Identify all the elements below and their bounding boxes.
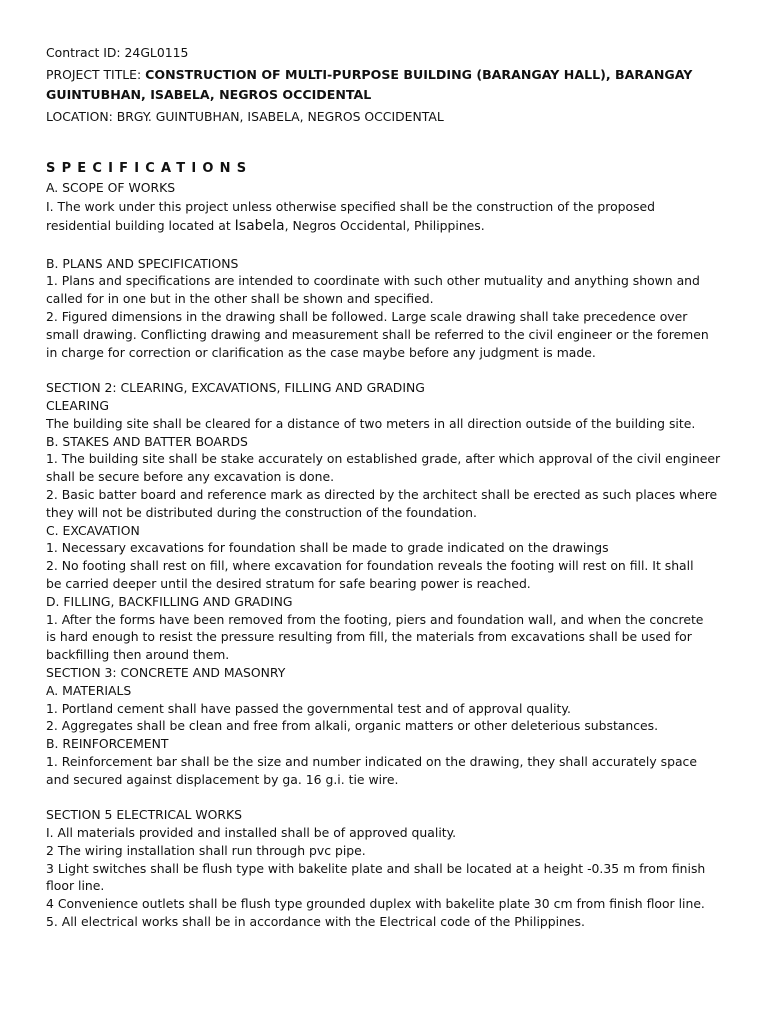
reinforcement-heading: B. REINFORCEMENT (46, 736, 169, 752)
section-2-line: 1. The building site shall be stake accurately on established grade, after which approval of the civil engineer (46, 451, 721, 467)
section-3-line: 2. Aggregates shall be clean and free from alkali, organic matters or other deleterious substances. (46, 718, 659, 734)
section-2-line: The building site shall be cleared for a distance of two meters in all direction outside of the building site. (46, 415, 696, 431)
section-5-line: 4 Convenience outlets shall be flush type grounded duplex with bakelite plate 30 cm from finish floor line. (46, 896, 705, 912)
section-5-line: floor line. (46, 878, 105, 894)
plans-line: 1. Plans and specifications are intended to coordinate with such other mutuality and anything shown and (46, 273, 700, 289)
specifications-heading: SPECIFICATIONS (46, 161, 253, 176)
excavation-heading: C. EXCAVATION (46, 522, 140, 538)
plans-line: small drawing. Conflicting drawing and measurement shall be referred to the civil engineer or the foremen (46, 326, 709, 342)
plans-line: called for in one but in the other shall be shown and specified. (46, 291, 434, 307)
document-body (46, 179, 726, 931)
project-title-label: PROJECT TITLE: (46, 67, 146, 82)
section-5-heading: SECTION 5 ELECTRICAL WORKS (46, 807, 242, 823)
section-2-line: they will not be distributed during the construction of the foundation. (46, 504, 477, 520)
filling-heading: D. FILLING, BACKFILLING AND GRADING (46, 593, 293, 609)
section-3-line: 1. Portland cement shall have passed the governmental test and of approval quality. (46, 700, 571, 716)
section-2-line: is hard enough to resist the pressure resulting from fill, the materials from excavations shall be used for (46, 629, 692, 645)
section-2-line: 2. Basic batter board and reference mark as directed by the architect shall be erected as such places where (46, 486, 718, 502)
spacer (46, 361, 726, 379)
stakes-heading: B. STAKES AND BATTER BOARDS (46, 433, 248, 449)
section-2-heading: SECTION 2: CLEARING, EXCAVATIONS, FILLING AND GRADING (46, 380, 425, 396)
project-title-line1: CONSTRUCTION OF MULTI-PURPOSE BUILDING (BARANGAY HALL), BARANGAY (145, 67, 693, 82)
scope-line2-pre: residential building located at (46, 218, 235, 234)
document-header (46, 44, 736, 125)
scope-heading: A. SCOPE OF WORKS (46, 180, 176, 195)
scope-line (46, 216, 726, 237)
project-location: LOCATION: BRGY. GUINTUBHAN, ISABELA, NEGROS OCCIDENTAL (46, 109, 444, 124)
section-3-heading: SECTION 3: CONCRETE AND MASONRY (46, 664, 286, 680)
clearing-heading: CLEARING (46, 397, 109, 413)
scope-line: I. The work under this project unless otherwise specified shall be the construction of the proposed (46, 198, 656, 214)
section-5-line: 3 Light switches shall be flush type with bakelite plate and shall be located at a height -0.35 m from finish (46, 860, 706, 876)
section-5-line: I. All materials provided and installed shall be of approved quality. (46, 825, 457, 841)
section-2-line: shall be secure before any excavation is done. (46, 469, 335, 485)
contract-id: Contract ID: 24GL0115 (46, 45, 189, 60)
section-2-line: 2. No footing shall rest on fill, where excavation for foundation reveals the footing will rest on fill. It shall (46, 558, 694, 574)
scope-place: Isabela (234, 218, 285, 235)
project-title (46, 65, 736, 105)
project-title-line2: GUINTUBHAN, ISABELA, NEGROS OCCIDENTAL (46, 87, 372, 102)
plans-heading: B. PLANS AND SPECIFICATIONS (46, 255, 239, 271)
spacer (46, 237, 726, 255)
spacer (46, 789, 726, 807)
scope-line2-post: , Negros Occidental, Philippines. (284, 218, 485, 234)
plans-line: in charge for correction or clarification as the case maybe before any judgment is made. (46, 344, 596, 360)
materials-heading: A. MATERIALS (46, 682, 132, 698)
section-3-line: and secured against displacement by ga. 16 g.i. tie wire. (46, 771, 399, 787)
section-2-line: be carried deeper until the desired stratum for safe bearing power is reached. (46, 575, 531, 591)
section-2-line: 1. After the forms have been removed from the footing, piers and foundation wall, and when the concrete (46, 611, 704, 627)
section-5-line: 5. All electrical works shall be in accordance with the Electrical code of the Philippines. (46, 914, 585, 930)
section-2-line: 1. Necessary excavations for foundation shall be made to grade indicated on the drawings (46, 540, 609, 556)
section-5-line: 2 The wiring installation shall run through pvc pipe. (46, 842, 366, 858)
plans-line: 2. Figured dimensions in the drawing shall be followed. Large scale drawing shall take precedence over (46, 308, 688, 324)
section-3-line: 1. Reinforcement bar shall be the size and number indicated on the drawing, they shall accurately space (46, 753, 697, 769)
section-2-line: backfilling then around them. (46, 647, 230, 663)
